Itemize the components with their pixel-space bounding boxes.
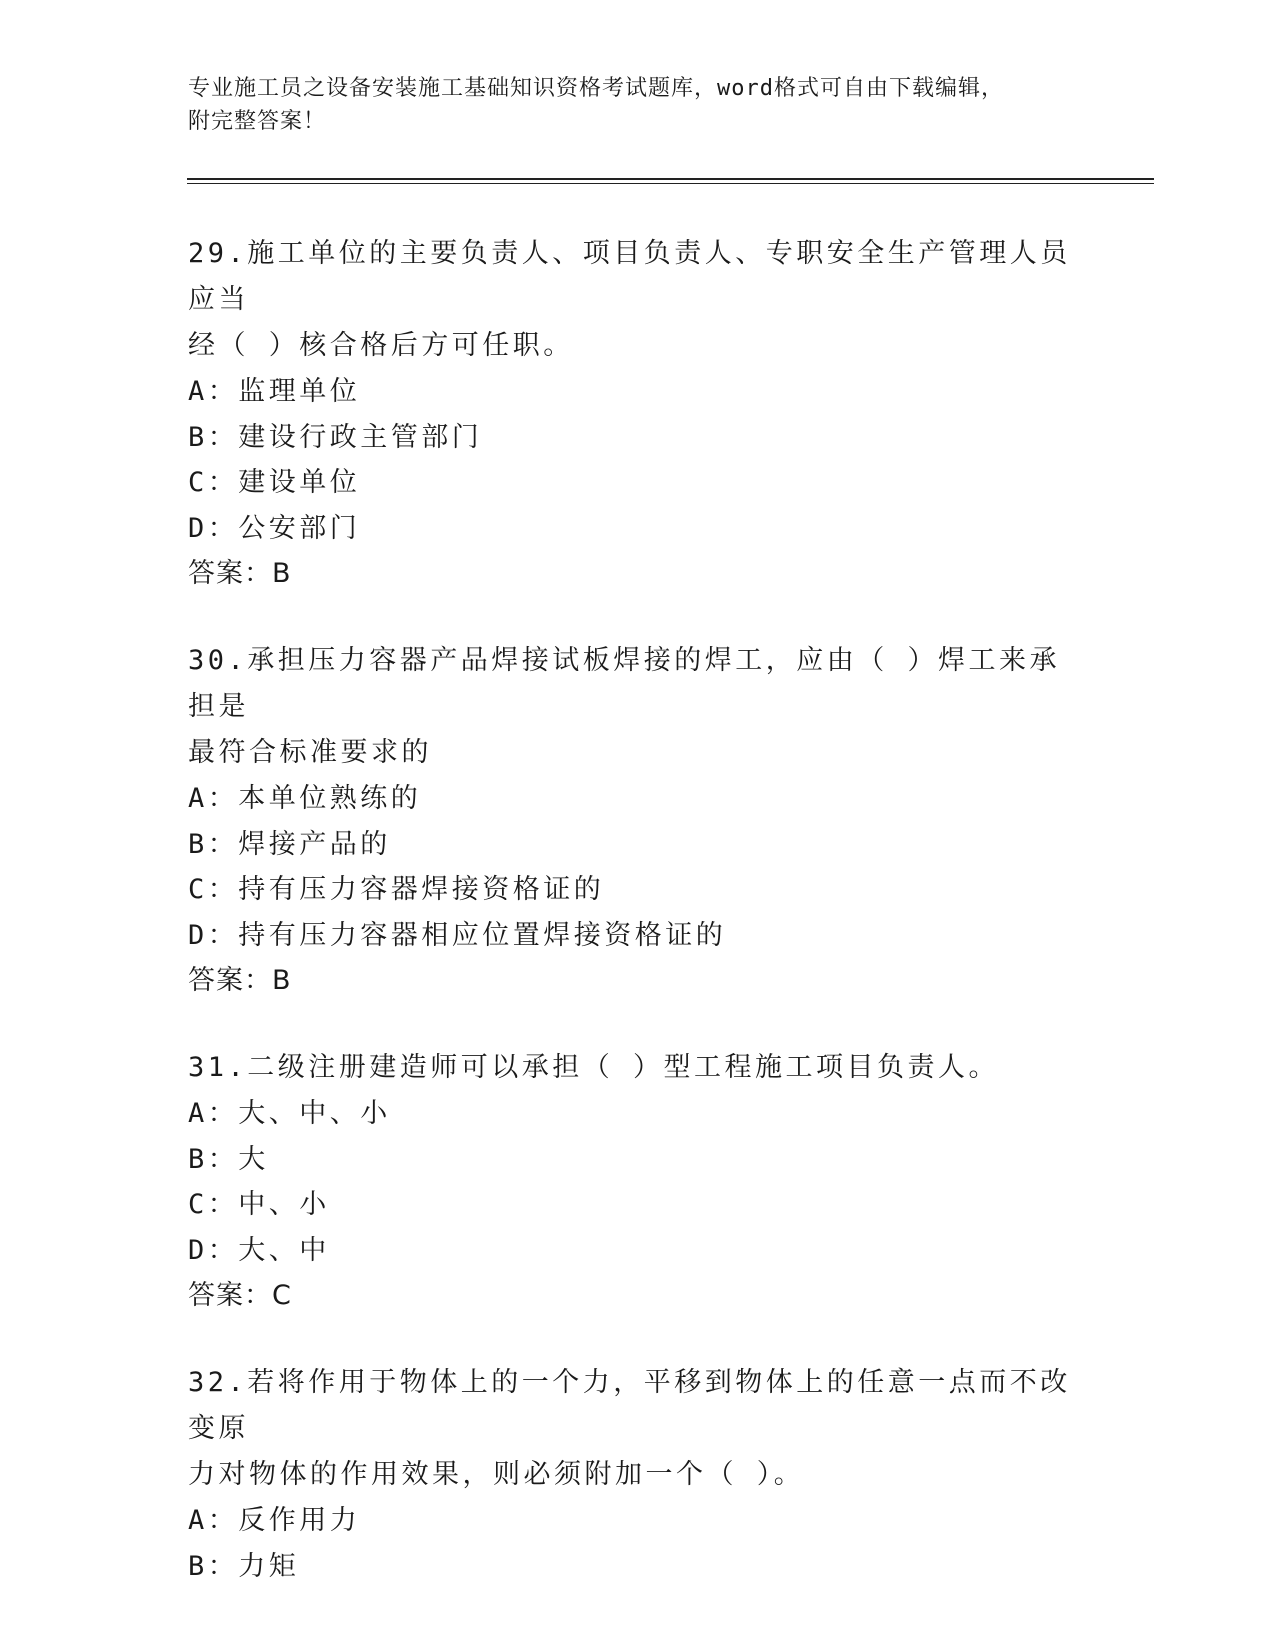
header-line-1: 专业施工员之设备安装施工基础知识资格考试题库，word格式可自由下载编辑， — [188, 76, 1004, 101]
option-a: A：监理单位 — [188, 376, 361, 407]
option-b: B：力矩 — [188, 1550, 300, 1582]
answer: 答案：B — [188, 558, 292, 589]
option-a: A：反作用力 — [188, 1505, 361, 1536]
question-stem: 31.二级注册建造师可以承担（ ）型工程施工项目负责人。 — [188, 1052, 1000, 1083]
document-header — [188, 72, 1088, 138]
option-c: C：持有压力容器焊接资格证的 — [188, 874, 605, 905]
option-d: D：持有压力容器相应位置焊接资格证的 — [188, 919, 727, 951]
question-stem: 30.承担压力容器产品焊接试板焊接的焊工，应由（ ）焊工来承担是 — [188, 645, 1061, 722]
option-c: C：建设单位 — [188, 467, 361, 498]
option-b: B：建设行政主管部门 — [188, 421, 483, 453]
option-b: B：焊接产品的 — [188, 828, 391, 860]
question-30 — [188, 638, 1088, 1003]
header-divider-thin — [187, 183, 1154, 184]
header-line-2: 附完整答案！ — [188, 109, 327, 134]
question-stem: 32.若将作用于物体上的一个力，平移到物体上的任意一点而不改变原 — [188, 1367, 1071, 1444]
question-stem-continued: 经（ ）核合格后方可任职。 — [188, 330, 574, 361]
answer: 答案：C — [188, 1280, 292, 1311]
option-c: C：中、小 — [188, 1189, 330, 1220]
question-list — [188, 231, 1088, 1631]
header-divider-thick — [187, 178, 1154, 180]
answer: 答案：B — [188, 965, 292, 996]
option-a: A：大、中、小 — [188, 1098, 391, 1129]
option-b: B：大 — [188, 1143, 269, 1175]
option-d: D：公安部门 — [188, 512, 361, 544]
question-32 — [188, 1360, 1088, 1589]
question-stem: 29.施工单位的主要负责人、项目负责人、专职安全生产管理人员应当 — [188, 238, 1071, 315]
question-31 — [188, 1045, 1088, 1318]
option-a: A：本单位熟练的 — [188, 783, 422, 814]
question-29 — [188, 231, 1088, 596]
question-stem-continued: 最符合标准要求的 — [188, 737, 432, 768]
question-stem-continued: 力对物体的作用效果，则必须附加一个（ ）。 — [188, 1459, 805, 1490]
option-d: D：大、中 — [188, 1234, 330, 1266]
